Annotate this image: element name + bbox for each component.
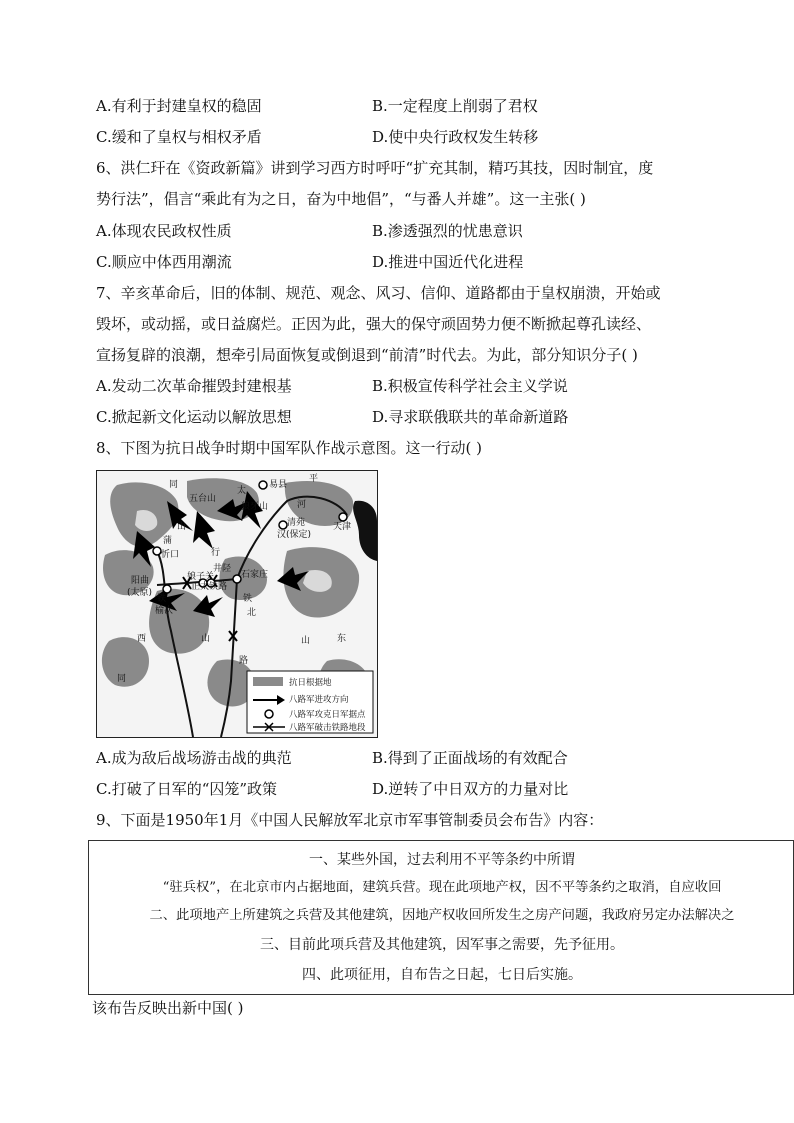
notice-line4: 三、目前此项兵营及其他建筑，因军事之需要，先予征用。: [260, 937, 624, 953]
q7-option-b: B.积极宣传科学社会主义学说: [372, 377, 568, 395]
legend-base-label: 抗日根据地: [289, 678, 332, 688]
q9-stem: 9、下面是1950年1月《中国人民解放军北京市军事管制委员会布告》内容：: [96, 811, 604, 829]
map-label-xi: 西: [137, 634, 147, 644]
q7-option-d: D.寻求联俄联共的革命新道路: [372, 408, 569, 426]
map-label-bei: 北: [247, 608, 257, 618]
map-label-langyashan: 狼牙山: [241, 502, 269, 512]
map-label-zhengtai: 正太铁路: [191, 582, 228, 592]
map-label-tong: 同: [169, 480, 179, 490]
legend-swatch-base: [253, 677, 283, 686]
q6-option-b: B.渗透强烈的忧患意识: [372, 222, 523, 240]
q8-option-b: B.得到了正面战场的有效配合: [372, 749, 568, 767]
q6-stem-line1: 6、洪仁玕在《资政新篇》讲到学习西方时呼吁“扩充其制，精巧其技，因时制宜，度: [96, 159, 654, 177]
q5-option-b: B.一定程度上削弱了君权: [372, 97, 538, 115]
q9-tail: 该布告反映出新中国( ): [92, 999, 244, 1017]
legend-captured-label: 八路军攻克日军据点: [289, 710, 366, 720]
q8-stem: 8、下图为抗日战争时期中国军队作战示意图。这一行动( ): [96, 439, 483, 457]
q5-option-c: C.缓和了皇权与相权矛盾: [96, 128, 262, 146]
map-label-lu: 路: [239, 656, 249, 666]
map-label-tai: 太: [237, 486, 247, 496]
legend-point-icon: [265, 710, 273, 718]
map-label-tianjin: 天津: [333, 522, 352, 532]
map-label-xinkou: 忻口: [161, 550, 180, 560]
legend-rail-label: 八路军破击铁路地段: [289, 723, 366, 733]
map-label-tie: 铁: [157, 594, 167, 604]
notice-line1: 一、某些外国，过去利用不平等条约中所谓: [309, 852, 575, 868]
q7-stem-line2: 毁坏，或动摇，或日益腐烂。正因为此，强大的保守顽固势力便不断掀起尊孔读经、: [96, 315, 652, 333]
q6-option-c: C.顺应中体西用潮流: [96, 253, 232, 271]
notice-line5: 四、此项征用，自布告之日起，七日后实施。: [302, 967, 582, 983]
map-label-taiyuan: (太原): [127, 588, 153, 598]
map-label-dong2: 同: [117, 674, 127, 684]
map-label-qingyuan: 清苑: [287, 518, 306, 528]
legend-advance-label: 八路军进攻方向: [289, 695, 349, 705]
map-label-ping: 平: [309, 474, 319, 484]
battle-map: [96, 470, 378, 738]
notice-line2: “驻兵权”，在北京市内占据地面，建筑兵营。现在此项地产权，因不平等条约之取消，自应收回: [162, 880, 722, 895]
notice-line3: 二、此项地产上所建筑之兵营及其他建筑，因地产权收回所发生之房产问题，我政府另定办法解决之: [149, 908, 735, 923]
q6-option-d: D.推进中国近代化进程: [372, 253, 524, 271]
map-label-jingxing: 井陉: [213, 564, 232, 574]
map-label-dong: 东: [337, 634, 347, 644]
map-label-yangqu: 阳曲: [131, 576, 150, 586]
q7-stem-line3: 宣扬复辟的浪潮，想牵引局面恢复或倒退到“前清”时代去。为此，部分知识分子( ): [96, 346, 638, 364]
map-label-baoding: 汉(保定): [277, 530, 312, 540]
map-label-shan3: 山: [301, 636, 311, 646]
map-label-wutaishan: 五台山: [189, 494, 217, 504]
notice-box: [88, 840, 794, 995]
map-label-tie2: 铁: [243, 594, 253, 604]
map-label-xing: 行: [211, 548, 221, 558]
map-legend: [247, 671, 373, 733]
sea-area: [353, 501, 377, 561]
map-label-shan2: 山: [201, 634, 211, 644]
map-label-shan: 山: [177, 522, 187, 532]
q6-stem-line2: 势行法”，倡言“乘此有为之日，奋为中地倡”，“与番人并雄”。这一主张( ): [96, 190, 586, 208]
q8-option-a: A.成为敌后战场游击战的典范: [96, 749, 292, 767]
map-label-shijiazhuang: 石家庄: [241, 570, 269, 580]
q8-option-d: D.逆转了中日双方的力量对比: [372, 780, 569, 798]
q6-option-a: A.体现农民政权性质: [96, 222, 232, 240]
map-label-yuci: 榆次: [155, 606, 174, 616]
map-label-niangziguan: 娘子关: [187, 572, 215, 582]
q5-option-a: A.有利于封建皇权的稳固: [96, 97, 262, 115]
q7-stem-line1: 7、辛亥革命后，旧的体制、规范、观念、风习、信仰、道路都由于皇权崩溃，开始或: [96, 284, 661, 302]
map-label-he: 河: [297, 500, 307, 510]
q7-option-a: A.发动二次革命摧毁封建根基: [96, 377, 292, 395]
q5-option-d: D.使中央行政权发生转移: [372, 128, 539, 146]
map-label-yu: 蒲: [163, 536, 173, 546]
q7-option-c: C.掀起新文化运动以解放思想: [96, 408, 292, 426]
battle-map-svg: [97, 471, 377, 737]
map-label-yixian: 易县: [269, 480, 288, 490]
q8-option-c: C.打破了日军的“囚笼”政策: [96, 780, 278, 798]
